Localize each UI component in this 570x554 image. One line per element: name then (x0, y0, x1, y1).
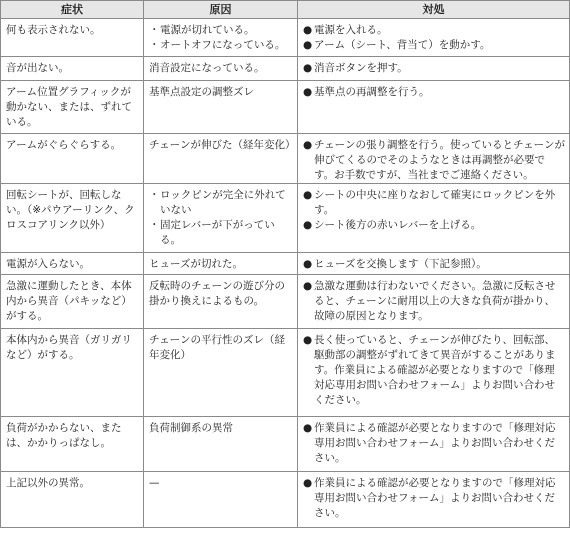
cause-text: ヒューズが切れた。 (149, 258, 243, 270)
bullet-mark: ● (303, 334, 313, 346)
symptom-cell (1, 57, 144, 81)
table-row (1, 184, 570, 253)
cause-cell (144, 19, 298, 57)
cause-text: チェーンの平行性のズレ（経年変化） (149, 334, 285, 361)
remedy-cell (298, 329, 570, 417)
bullet-mark: ● (303, 422, 313, 434)
remedy-item (303, 85, 565, 100)
symptom-text: 上記以外の異常。 (6, 477, 90, 489)
cause-item (149, 23, 293, 38)
cause-cell (144, 472, 298, 528)
remedy-text: ヒューズを交換します（下記参照）。 (314, 258, 487, 270)
remedy-item (303, 421, 565, 466)
symptom-cell (1, 81, 144, 134)
remedy-cell (298, 275, 570, 329)
remedy-text: シート後方の赤いレバーを上げる。 (314, 219, 482, 231)
bullet-mark: ● (303, 86, 313, 98)
remedy-cell (298, 134, 570, 184)
symptom-cell (1, 329, 144, 417)
remedy-text: 消音ボタンを押す。 (314, 62, 408, 74)
symptom-cell (1, 19, 144, 57)
table-row (1, 253, 570, 275)
table-row (1, 134, 570, 184)
bullet-mark: ・ (149, 189, 160, 201)
cause-text: 消音設定になっている。 (149, 62, 265, 74)
remedy-item (303, 138, 565, 183)
header-symptom: 症状 (1, 1, 144, 19)
bullet-mark: ● (303, 280, 313, 292)
cause-cell (144, 329, 298, 417)
remedy-cell (298, 472, 570, 528)
cause-text: 電源が切れている。 (160, 24, 255, 36)
symptom-text: アーム位置グラフィックが動かない、または、ずれている。 (6, 86, 132, 128)
table-row (1, 81, 570, 134)
remedy-text: 電源を入れる。 (314, 24, 388, 36)
remedy-text: 長く使っていると、チェーンが伸びたり、回転部、駆動部の調整がずれてきて異音がすることがあります。作業員による確認が必要となりますので「修理対応専用お問い合わせフォーム」よりお問い合わせください。 (314, 334, 556, 406)
table-row (1, 275, 570, 329)
table-row (1, 472, 570, 528)
table-header-row (1, 1, 570, 19)
cause-cell (144, 57, 298, 81)
symptom-text: 本体内から異音（ガリガリなど）がする。 (6, 334, 132, 361)
remedy-item (303, 257, 565, 272)
remedy-text: 基準点の再調整を行う。 (314, 86, 430, 98)
cause-text: — (149, 477, 160, 489)
cause-text: 基準点設定の調整ズレ (149, 86, 254, 98)
remedy-text: 作業員による確認が必要となりますので「修理対応専用お問い合わせフォーム」よりお問い合わせください。 (314, 422, 556, 464)
cause-cell (144, 184, 298, 253)
symptom-cell (1, 472, 144, 528)
bullet-mark: ● (303, 477, 313, 489)
symptom-cell (1, 253, 144, 275)
remedy-item (303, 476, 565, 521)
cause-text: オートオフになっている。 (160, 39, 286, 51)
symptom-text: 回転シートが、回転しない。（※パウアーリンク、クロスコアリンク以外） (6, 189, 135, 231)
remedy-cell (298, 184, 570, 253)
remedy-item (303, 188, 565, 218)
cause-text: チェーンが伸びた（経年変化） (149, 139, 296, 151)
remedy-cell (298, 19, 570, 57)
remedy-item (303, 218, 565, 233)
bullet-mark: ● (303, 139, 313, 151)
cause-item (149, 188, 293, 218)
cause-text: 反転時のチェーンの遊び分の掛かり換えによるもの。 (149, 280, 285, 307)
remedy-cell (298, 417, 570, 472)
bullet-mark: ● (303, 62, 313, 74)
remedy-text: 作業員による確認が必要となりますので「修理対応専用お問い合わせフォーム」よりお問い合わせください。 (314, 477, 556, 519)
header-remedy: 対処 (298, 1, 570, 19)
symptom-cell (1, 275, 144, 329)
symptom-text: アームがぐらぐらする。 (6, 139, 122, 151)
bullet-mark: ● (303, 258, 313, 270)
remedy-item (303, 333, 565, 408)
bullet-mark: ・ (149, 39, 160, 51)
symptom-text: 何も表示されない。 (6, 24, 101, 36)
cause-cell (144, 81, 298, 134)
cause-item (149, 218, 293, 248)
header-cause: 原因 (144, 1, 298, 19)
cause-cell (144, 417, 298, 472)
cause-text: 固定レバーが下がっている。 (160, 219, 275, 246)
bullet-mark: ● (303, 219, 313, 231)
remedy-item (303, 279, 565, 324)
bullet-mark: ● (303, 189, 313, 201)
cause-cell (144, 275, 298, 329)
remedy-item (303, 61, 565, 76)
remedy-text: チェーンの張り調整を行う。使っているとチェーンが伸びてくるのでそのようなときは再調整が必要です。お手数ですが、当社までご連絡ください。 (314, 139, 565, 181)
remedy-text: アーム（シート、背当て）を動かす。 (314, 39, 491, 51)
symptom-text: 電源が入らない。 (6, 258, 90, 270)
table-row (1, 417, 570, 472)
cause-cell (144, 253, 298, 275)
remedy-text: 急激な運動は行わないでください。急激に反転させると、チェーンに耐用以上の大きな負荷が掛かり、故障の原因となります。 (314, 280, 556, 322)
bullet-mark: ・ (149, 24, 160, 36)
symptom-cell (1, 184, 144, 253)
table-row (1, 19, 570, 57)
remedy-cell (298, 81, 570, 134)
table-row (1, 329, 570, 417)
symptom-cell (1, 134, 144, 184)
bullet-mark: ● (303, 24, 313, 36)
table-row (1, 57, 570, 81)
remedy-cell (298, 57, 570, 81)
remedy-text: シートの中央に座りなおして確実にロックピンを外す。 (314, 189, 556, 216)
remedy-item (303, 38, 565, 53)
cause-text: ロックピンが完全に外れていない (160, 189, 286, 216)
symptom-text: 急激に運動したとき、本体内から異音（パキッなど）がする。 (6, 280, 132, 322)
bullet-mark: ● (303, 39, 313, 51)
symptom-text: 音が出ない。 (6, 62, 69, 74)
symptom-text: 負荷がかからない、または、かかりっぱなし。 (6, 422, 122, 449)
cause-cell (144, 134, 298, 184)
cause-text: 負荷制御系の異常 (149, 422, 233, 434)
remedy-cell (298, 253, 570, 275)
bullet-mark: ・ (149, 219, 160, 231)
symptom-cell (1, 417, 144, 472)
cause-item (149, 38, 293, 53)
remedy-item (303, 23, 565, 38)
